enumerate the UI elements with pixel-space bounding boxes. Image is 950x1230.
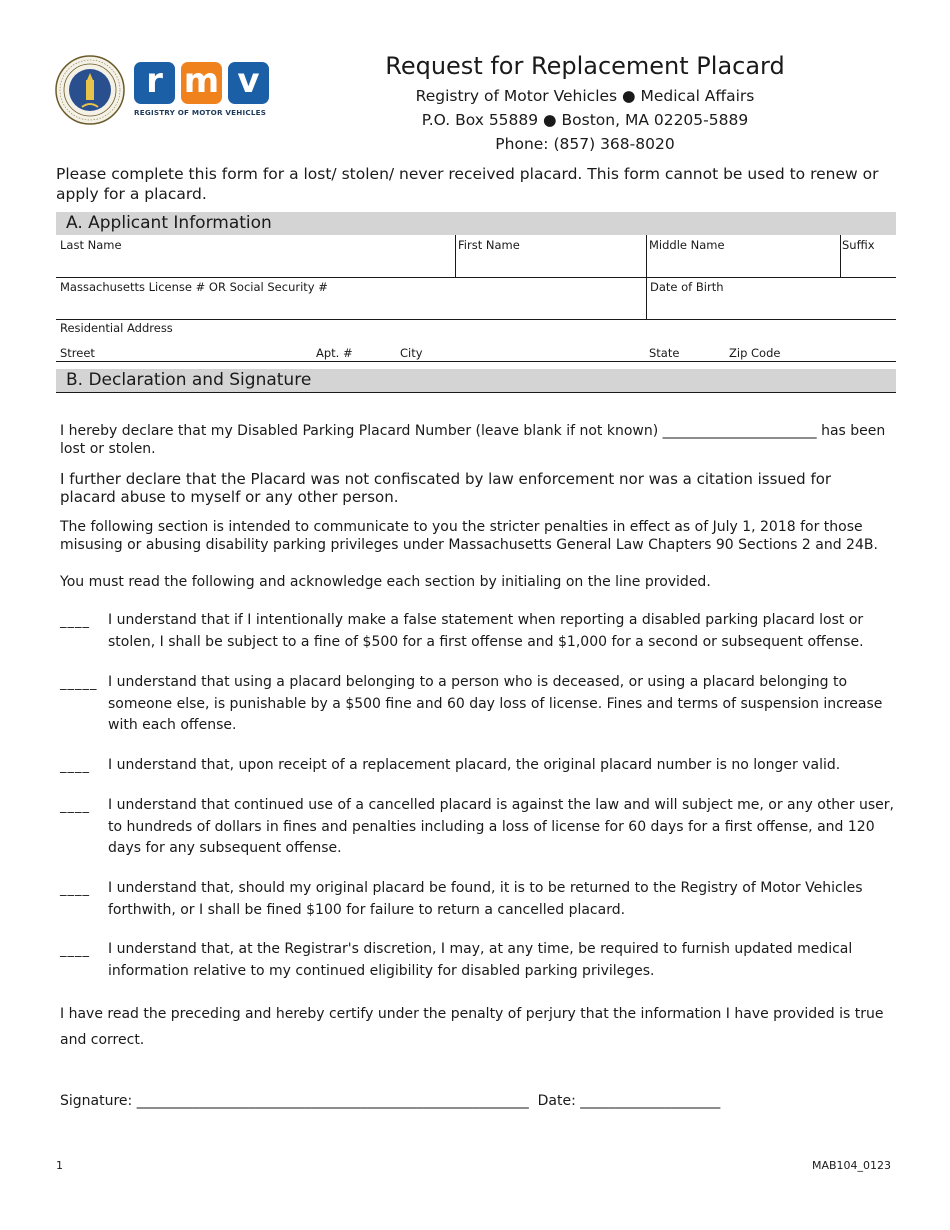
rmv-logo-r: r <box>134 62 175 104</box>
section-b-header: B. Declaration and Signature <box>56 369 896 392</box>
rmv-logo-v: v <box>228 62 269 104</box>
section-a-header: A. Applicant Information <box>56 212 896 235</box>
initial-line-4[interactable]: ____ <box>60 799 90 814</box>
form-title: Request for Replacement Placard <box>385 52 785 80</box>
initial-line-1[interactable]: ____ <box>60 614 90 629</box>
state-field[interactable]: State <box>649 346 680 360</box>
residential-address-label: Residential Address <box>60 321 173 335</box>
city-field[interactable]: City <box>400 346 423 360</box>
signature-date-line[interactable]: Signature: ________________________________________________________ Date: ____________________ <box>60 1093 721 1109</box>
page-number: 1 <box>56 1159 63 1172</box>
initial-line-5[interactable]: ____ <box>60 882 90 897</box>
initial-line-2[interactable]: _____ <box>60 676 98 691</box>
license-ssn-field[interactable]: Massachusetts License # OR Social Security # <box>60 280 328 294</box>
middle-name-field[interactable]: Middle Name <box>649 238 725 252</box>
rmv-logo-tagline: REGISTRY OF MOTOR VEHICLES <box>134 108 267 117</box>
state-seal <box>55 55 125 125</box>
initial-line-6[interactable]: ____ <box>60 943 90 958</box>
declaration-lost-stolen: I hereby declare that my Disabled Parking Placard Number (leave blank if not known) ______________________ has been lost or stolen. <box>60 423 886 457</box>
header-line-2: P.O. Box 55889 ● Boston, MA 02205-5889 <box>421 111 749 129</box>
header-line-3: Phone: (857) 368-8020 <box>495 135 675 153</box>
rmv-logo-m: m <box>181 62 222 104</box>
street-field[interactable]: Street <box>60 346 95 360</box>
certification-statement: I have read the preceding and hereby certify under the penalty of perjury that the information I have provided is true and correct. <box>60 1006 884 1048</box>
first-name-field[interactable]: First Name <box>458 238 520 252</box>
acknowledgement-5: I understand that, should my original placard be found, it is to be returned to the Registry of Motor Vehicles forthwith, or I shall be fined $100 for failure to return a cancelled placard. <box>108 880 863 918</box>
header-line-1: Registry of Motor Vehicles ● Medical Affairs <box>415 87 755 105</box>
suffix-field[interactable]: Suffix <box>842 238 875 252</box>
acknowledge-instruction: You must read the following and acknowledge each section by initialing on the line provided. <box>60 574 711 590</box>
applicant-info-grid <box>56 235 896 363</box>
penalties-notice: The following section is intended to communicate to you the stricter penalties in effect as of July 1, 2018 for those misusing or abusing disability parking privileges under Massachusetts General Law Chapters 90 Sections 2 and 24B. <box>60 519 878 553</box>
acknowledgement-2: I understand that using a placard belonging to a person who is deceased, or using a placard belonging to someone else, is punishable by a $500 fine and 60 day loss of license. Fines and terms of suspension increase with each offense. <box>108 674 883 733</box>
intro-text: Please complete this form for a lost/ stolen/ never received placard. This form cannot be used to renew or apply for a placard. <box>56 165 879 203</box>
apt-field[interactable]: Apt. # <box>316 346 353 360</box>
acknowledgement-4: I understand that continued use of a cancelled placard is against the law and will subject me, or any other user, to hundreds of dollars in fines and penalties including a loss of license for 60 days for a first offense, and 120 days for any subsequent offense. <box>108 797 894 856</box>
acknowledgement-6: I understand that, at the Registrar's discretion, I may, at any time, be required to furnish updated medical information relative to my continued eligibility for disabled parking privileges. <box>108 941 853 979</box>
initial-line-3[interactable]: ____ <box>60 759 90 774</box>
last-name-field[interactable]: Last Name <box>60 238 122 252</box>
form-code: MAB104_0123 <box>812 1159 892 1172</box>
date-of-birth-field[interactable]: Date of Birth <box>650 280 724 294</box>
zip-code-field[interactable]: Zip Code <box>729 346 781 360</box>
acknowledgement-1: I understand that if I intentionally make a false statement when reporting a disabled parking placard lost or stolen, I shall be subject to a fine of $500 for a first offense and $1,000 for a second or subsequent offense. <box>108 612 864 650</box>
acknowledgement-3: I understand that, upon receipt of a replacement placard, the original placard number is no longer valid. <box>108 757 841 773</box>
rmv-logo <box>134 62 274 122</box>
declaration-not-confiscated: I further declare that the Placard was not confiscated by law enforcement nor was a citation issued for placard abuse to myself or any other person. <box>60 470 832 506</box>
